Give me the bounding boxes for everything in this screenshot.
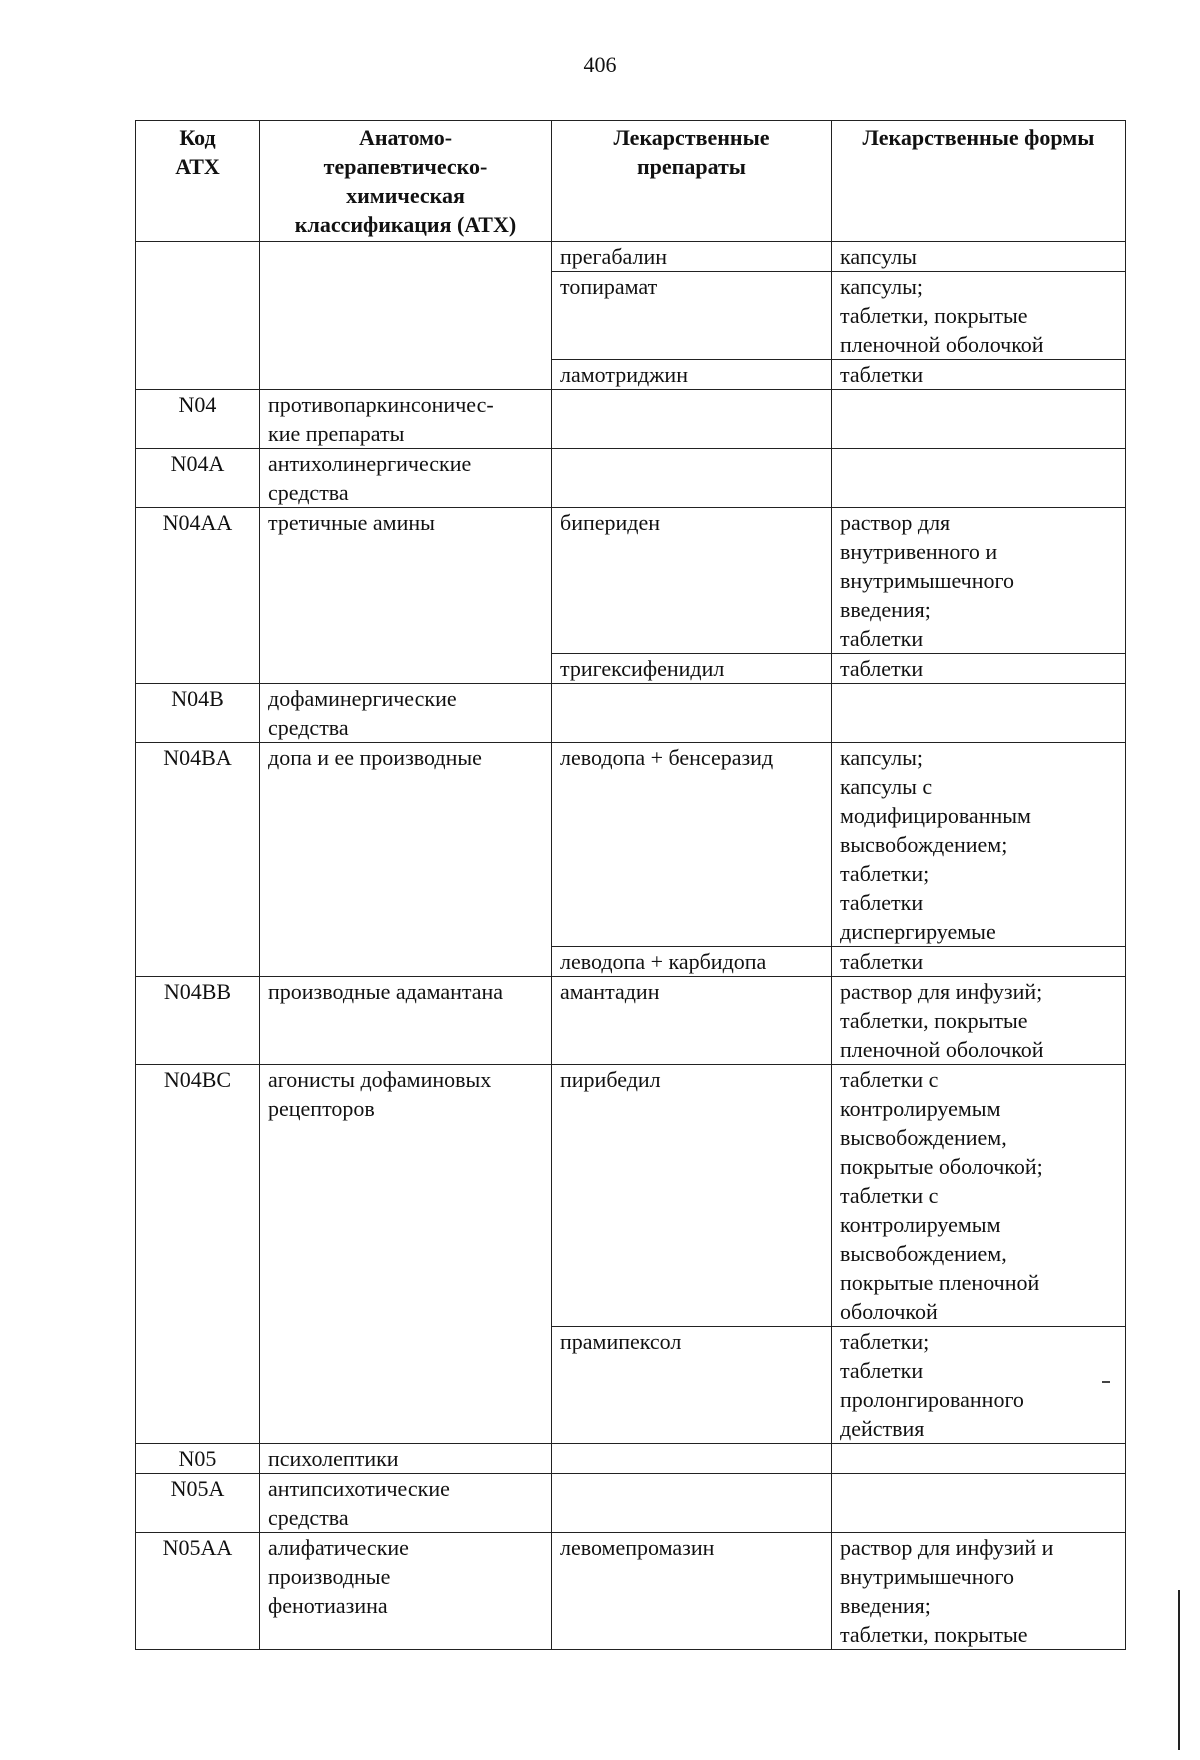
cell-line: таблетки с bbox=[840, 1183, 939, 1208]
drug-cell bbox=[552, 947, 832, 977]
atx-code-cell: N04BA bbox=[136, 743, 260, 977]
cell-line: классификация (АТХ) bbox=[294, 212, 517, 237]
table-header-row bbox=[136, 121, 1126, 242]
cell-line: введения; bbox=[840, 597, 931, 622]
dosage-form-cell bbox=[832, 1533, 1126, 1650]
cell-line: пирибедил bbox=[560, 1067, 661, 1092]
cell-line: таблетки bbox=[840, 949, 924, 974]
cell-line: Лекарственные формы bbox=[862, 125, 1095, 150]
cell-line: амантадин bbox=[560, 979, 660, 1004]
cell-line: внутривенного и bbox=[840, 539, 998, 564]
dosage-form-cell bbox=[832, 449, 1126, 508]
cell-line: третичные амины bbox=[268, 510, 435, 535]
cell-line: высвобождением; bbox=[840, 832, 1008, 857]
cell-line: пролонгированного bbox=[840, 1387, 1024, 1412]
atx-code-cell: N04AA bbox=[136, 508, 260, 684]
cell-line: диспергируемые bbox=[840, 919, 996, 944]
cell-line: Анатомо- bbox=[358, 125, 453, 150]
header-drugs bbox=[552, 121, 832, 242]
table-row bbox=[136, 390, 1126, 449]
table-row bbox=[136, 242, 1126, 272]
drug-cell bbox=[552, 1474, 832, 1533]
cell-line: таблетки bbox=[840, 890, 924, 915]
atx-code-cell: N04A bbox=[136, 449, 260, 508]
classification-cell bbox=[260, 1444, 552, 1474]
cell-line: прамипексол bbox=[560, 1329, 682, 1354]
table-row bbox=[136, 1474, 1126, 1533]
drug-cell bbox=[552, 654, 832, 684]
cell-line: таблетки; bbox=[840, 861, 930, 886]
cell-line: Лекарственные bbox=[613, 125, 770, 150]
cell-line: таблетки с bbox=[840, 1067, 939, 1092]
dosage-form-cell bbox=[832, 1065, 1126, 1327]
table-row bbox=[136, 1065, 1126, 1327]
cell-line: леводопа + карбидопа bbox=[560, 949, 767, 974]
cell-line: фенотиазина bbox=[268, 1593, 388, 1618]
cell-line: раствор для инфузий; bbox=[840, 979, 1043, 1004]
cell-line: препараты bbox=[636, 154, 746, 179]
cell-line: средства bbox=[268, 480, 349, 505]
cell-line: таблетки, покрытые bbox=[840, 1622, 1028, 1647]
classification-cell bbox=[260, 1533, 552, 1650]
cell-line: Код bbox=[179, 125, 216, 150]
cell-line: раствор для инфузий и bbox=[840, 1535, 1054, 1560]
cell-line: таблетки bbox=[840, 626, 924, 651]
drug-cell bbox=[552, 449, 832, 508]
page-number: 406 bbox=[583, 52, 617, 77]
cell-line: внутримышечного bbox=[840, 568, 1014, 593]
cell-line: капсулы с bbox=[840, 774, 933, 799]
atx-code-cell: N05 bbox=[136, 1444, 260, 1474]
cell-line: производные адамантана bbox=[268, 979, 504, 1004]
drug-cell bbox=[552, 360, 832, 390]
drug-cell bbox=[552, 977, 832, 1065]
atx-code-cell: N04 bbox=[136, 390, 260, 449]
cell-line: пленочной оболочкой bbox=[840, 1037, 1044, 1062]
drug-cell bbox=[552, 508, 832, 654]
drug-cell bbox=[552, 684, 832, 743]
cell-line: контролируемым bbox=[840, 1096, 1001, 1121]
dosage-form-cell bbox=[832, 1327, 1126, 1444]
atx-code-cell: N04BB bbox=[136, 977, 260, 1065]
cell-line: контролируемым bbox=[840, 1212, 1001, 1237]
cell-line: допа и ее производные bbox=[268, 745, 482, 770]
dosage-form-cell bbox=[832, 654, 1126, 684]
table-row bbox=[136, 743, 1126, 947]
table-row bbox=[136, 977, 1126, 1065]
cell-line: покрытые оболочкой; bbox=[840, 1154, 1043, 1179]
drug-cell bbox=[552, 1065, 832, 1327]
drug-cell bbox=[552, 1444, 832, 1474]
cell-line: агонисты дофаминовых bbox=[268, 1067, 492, 1092]
cell-line: топирамат bbox=[560, 274, 658, 299]
scan-artifact bbox=[1102, 1381, 1110, 1383]
dosage-form-cell bbox=[832, 977, 1126, 1065]
cell-line: бипериден bbox=[560, 510, 661, 535]
cell-line: алифатические bbox=[268, 1535, 409, 1560]
dosage-form-cell bbox=[832, 272, 1126, 360]
header-code bbox=[136, 121, 260, 242]
cell-line: введения; bbox=[840, 1593, 931, 1618]
cell-line: покрытые пленочной bbox=[840, 1270, 1040, 1295]
drug-cell bbox=[552, 743, 832, 947]
drug-cell bbox=[552, 242, 832, 272]
classification-cell bbox=[260, 508, 552, 684]
table-row bbox=[136, 449, 1126, 508]
dosage-form-cell bbox=[832, 242, 1126, 272]
cell-line: противопаркинсоничес- bbox=[268, 392, 494, 417]
cell-line: тригексифенидил bbox=[560, 656, 725, 681]
drug-cell bbox=[552, 390, 832, 449]
cell-line: кие препараты bbox=[268, 421, 405, 446]
classification-cell bbox=[260, 743, 552, 977]
cell-line: ламотриджин bbox=[560, 362, 688, 387]
cell-line: таблетки bbox=[840, 1358, 924, 1383]
classification-cell bbox=[260, 242, 552, 390]
classification-cell bbox=[260, 684, 552, 743]
cell-line: прегабалин bbox=[560, 244, 668, 269]
cell-line: таблетки bbox=[840, 656, 924, 681]
atx-code-cell bbox=[136, 242, 260, 390]
header-forms bbox=[832, 121, 1126, 242]
cell-line: действия bbox=[840, 1416, 925, 1441]
table-row bbox=[136, 684, 1126, 743]
cell-line: высвобождением, bbox=[840, 1241, 1007, 1266]
cell-line: внутримышечного bbox=[840, 1564, 1014, 1589]
cell-line: высвобождением, bbox=[840, 1125, 1007, 1150]
cell-line: таблетки, покрытые bbox=[840, 303, 1028, 328]
cell-line: оболочкой bbox=[840, 1299, 938, 1324]
dosage-form-cell bbox=[832, 743, 1126, 947]
scan-edge-mark bbox=[1178, 1590, 1180, 1750]
classification-cell bbox=[260, 977, 552, 1065]
atx-code-cell: N05A bbox=[136, 1474, 260, 1533]
classification-cell bbox=[260, 1065, 552, 1444]
dosage-form-cell bbox=[832, 684, 1126, 743]
cell-line: производные bbox=[268, 1564, 391, 1589]
dosage-form-cell bbox=[832, 508, 1126, 654]
cell-line: модифицированным bbox=[840, 803, 1031, 828]
cell-line: капсулы; bbox=[840, 274, 923, 299]
atx-code-cell: N05AA bbox=[136, 1533, 260, 1650]
table-body bbox=[136, 242, 1126, 1650]
cell-line: дофаминергические bbox=[268, 686, 457, 711]
atx-code-cell: N04B bbox=[136, 684, 260, 743]
cell-line: пленочной оболочкой bbox=[840, 332, 1044, 357]
table-row bbox=[136, 1444, 1126, 1474]
cell-line: АТХ bbox=[175, 154, 220, 179]
drug-cell bbox=[552, 272, 832, 360]
cell-line: левомепромазин bbox=[560, 1535, 715, 1560]
cell-line: средства bbox=[268, 715, 349, 740]
cell-line: психолептики bbox=[268, 1446, 399, 1471]
cell-line: капсулы; bbox=[840, 745, 923, 770]
cell-line: антихолинергические bbox=[268, 451, 472, 476]
dosage-form-cell bbox=[832, 947, 1126, 977]
classification-cell bbox=[260, 390, 552, 449]
cell-line: таблетки bbox=[840, 362, 924, 387]
drug-cell bbox=[552, 1327, 832, 1444]
cell-line: антипсихотические bbox=[268, 1476, 450, 1501]
dosage-form-cell bbox=[832, 1444, 1126, 1474]
table-row bbox=[136, 508, 1126, 654]
table-row bbox=[136, 1533, 1126, 1650]
dosage-form-cell bbox=[832, 390, 1126, 449]
classification-cell bbox=[260, 449, 552, 508]
cell-line: леводопа + бенсеразид bbox=[560, 745, 774, 770]
cell-line: таблетки; bbox=[840, 1329, 930, 1354]
cell-line: раствор для bbox=[840, 510, 951, 535]
cell-line: капсулы bbox=[840, 244, 917, 269]
cell-line: таблетки, покрытые bbox=[840, 1008, 1028, 1033]
header-classification bbox=[260, 121, 552, 242]
dosage-form-cell bbox=[832, 360, 1126, 390]
atx-code-cell: N04BC bbox=[136, 1065, 260, 1444]
atx-drug-table bbox=[135, 120, 1126, 1650]
cell-line: рецепторов bbox=[268, 1096, 375, 1121]
cell-line: терапевтическо- bbox=[323, 154, 488, 179]
cell-line: химическая bbox=[346, 183, 465, 208]
cell-line: средства bbox=[268, 1505, 349, 1530]
classification-cell bbox=[260, 1474, 552, 1533]
dosage-form-cell bbox=[832, 1474, 1126, 1533]
drug-cell bbox=[552, 1533, 832, 1650]
